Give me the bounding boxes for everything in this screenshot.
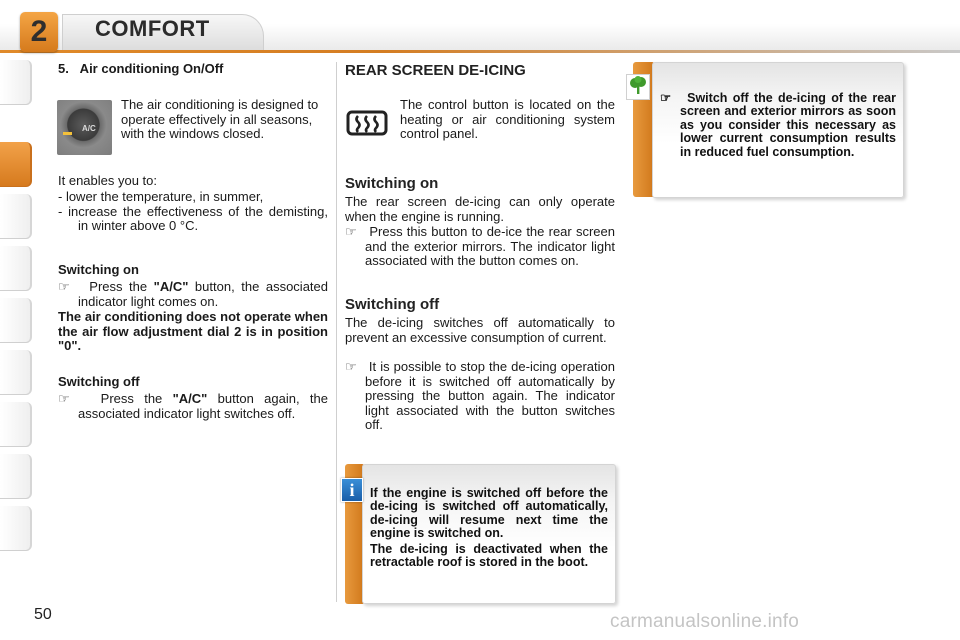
column-divider (336, 62, 337, 602)
rear-switching-on-heading: Switching on (345, 175, 439, 192)
chapter-tab-3[interactable] (0, 194, 32, 239)
rear-screen-location-text: The control button is located on the heating or air conditioning system control panel. (400, 97, 615, 141)
step-text: Press this button to de-ice the rear screen and the exterior mirrors. The indicator light associated with the button comes on. (365, 224, 615, 268)
rear-screen-defrost-icon (346, 106, 388, 140)
arrow-icon: ☞ (58, 279, 70, 294)
page-number: 50 (34, 606, 52, 623)
ac-benefit-item: - lower the temperature, in summer, (58, 189, 264, 204)
ac-warning-text: The air conditioning does not operate when the air flow adjustment dial 2 is in position "0". (58, 309, 328, 353)
step-text: button, the associated indicator light comes on. (78, 279, 328, 309)
ac-key-label: "A/C" (153, 279, 189, 294)
chapter-tab-4[interactable] (0, 246, 32, 291)
header-rule (0, 50, 960, 53)
arrow-icon: ☞ (345, 224, 357, 239)
step-text: Press the (100, 391, 173, 406)
ac-enables-text: It enables you to: (58, 173, 158, 188)
chapter-tab-5[interactable] (0, 298, 32, 343)
info-box-paragraph-1: If the engine is switched off before the de-icing is switched off automatically, de-icing will resume next time the engine is switched on. (370, 486, 608, 541)
arrow-icon: ☞ (660, 91, 672, 105)
step-text: It is possible to stop the de-icing operation before it is switched off automatically by pressing the button again. The indicator light associated with the button switches off. (365, 359, 615, 432)
rear-switching-off-heading: Switching off (345, 296, 440, 313)
ac-intro-text: The air conditioning is designed to operate effectively in all seasons, with the windows closed. (121, 97, 319, 141)
step-text: button again, the associated indicator light switches off. (78, 391, 328, 421)
ac-benefits-list (58, 190, 328, 234)
ac-switching-on-step (58, 280, 328, 309)
ac-indicator-light (63, 132, 72, 135)
ac-benefit-item: - increase the effectiveness of the demisting, in winter above 0 °C. (58, 203, 328, 233)
info-icon: i (341, 478, 363, 502)
page-title: COMFORT (95, 16, 210, 41)
ac-switching-off-step (58, 392, 328, 421)
rear-switching-off-step (345, 360, 615, 433)
chapter-tab-9[interactable] (0, 506, 32, 551)
rear-switching-off-text: The de-icing switches off automatically to prevent an excessive consumption of current. (345, 315, 615, 345)
step-text: Press the (89, 279, 154, 294)
tree-icon (629, 76, 647, 96)
arrow-icon: ☞ (345, 359, 357, 374)
ac-switching-off-heading: Switching off (58, 374, 140, 389)
section-heading-rear-screen: REAR SCREEN DE-ICING (345, 62, 526, 79)
chapter-badge: 2 (20, 12, 58, 52)
chapter-tabs (0, 60, 32, 580)
ac-switching-on-heading: Switching on (58, 262, 139, 277)
rear-switching-on-text: The rear screen de-icing can only operate when the engine is running. (345, 194, 615, 224)
chapter-tab-2-active[interactable] (0, 142, 32, 187)
chapter-tab-6[interactable] (0, 350, 32, 395)
section-heading-air-conditioning: 5. Air conditioning On/Off (58, 61, 224, 76)
chapter-tab-1[interactable] (0, 60, 32, 105)
rear-switching-on-step (345, 225, 615, 269)
info-box-paragraph-2: The de-icing is deactivated when the retractable roof is stored in the boot. (370, 542, 608, 570)
eco-tip-body: Switch off the de-icing of the rear screen and exterior mirrors as soon as you consider this necessary as lower current consumption results in reduced fuel consumption. (680, 91, 897, 159)
watermark: carmanualsonline.info (610, 611, 800, 632)
ac-key-label: "A/C" (172, 391, 208, 406)
ac-button-label: A/C (82, 124, 96, 133)
chapter-tab-7[interactable] (0, 402, 32, 447)
eco-tip-text (660, 92, 896, 159)
arrow-icon: ☞ (58, 391, 70, 406)
chapter-tab-8[interactable] (0, 454, 32, 499)
